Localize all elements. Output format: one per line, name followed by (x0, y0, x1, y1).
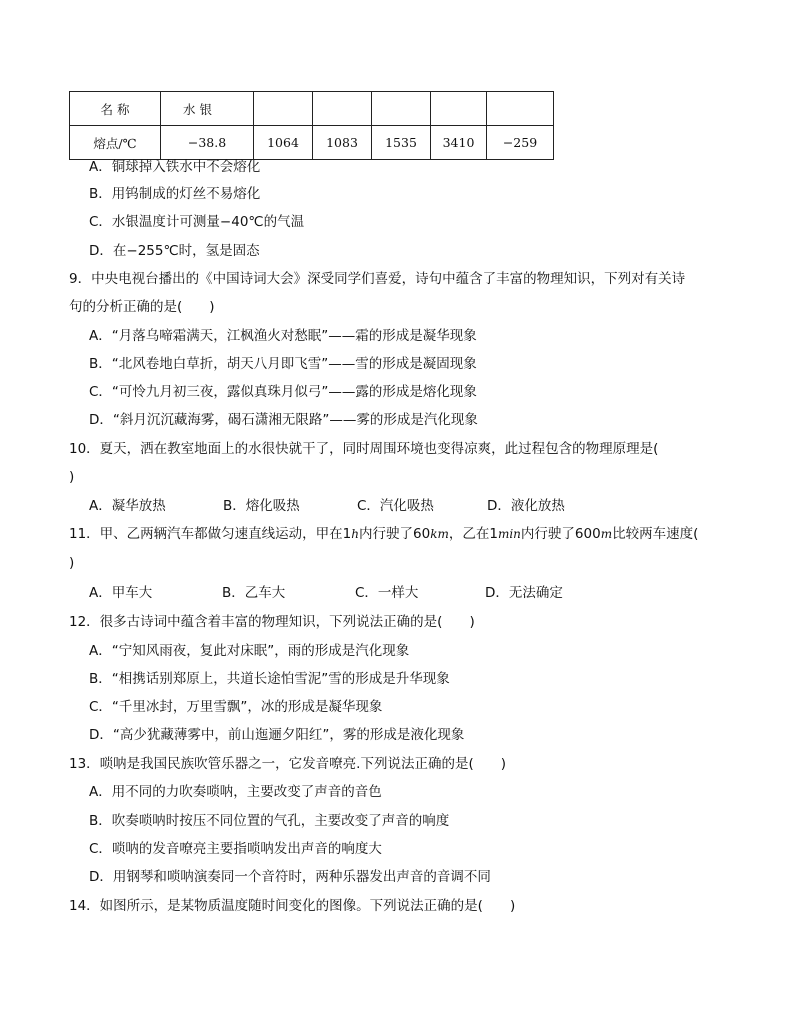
q11-unit: min (497, 527, 521, 541)
q11-text: 内行驶了600 (520, 526, 601, 542)
q12-option-b: B．“相携话别郑原上，共道长途怕雪泥”雪的形成是升华现象 (89, 671, 450, 687)
table-cell: 3410 (431, 126, 487, 160)
q11-unit: km (430, 527, 449, 541)
table-cell (372, 92, 431, 126)
q11-text: 内行驶了60 (359, 526, 431, 542)
table-cell: 熔点/℃ (70, 126, 161, 160)
q8-option-a: A．铜球掉入铁水中不会熔化 (89, 159, 261, 175)
q10-stem-cont: ) (69, 469, 75, 485)
table-row (70, 126, 554, 160)
q9-stem-cont: 句的分析正确的是( ) (69, 299, 215, 315)
q13-option-b: B．吹奏唢呐时按压不同位置的气孔，主要改变了声音的响度 (89, 813, 450, 829)
q8-option-b: B．用钨制成的灯丝不易熔化 (89, 186, 261, 202)
table-cell: −38.8 (161, 126, 254, 160)
table-cell (313, 92, 372, 126)
q10-option-b: B．熔化吸热 (223, 498, 300, 514)
q9-option-b: B．“北风卷地白草折，胡天八月即飞雪”——雪的形成是凝固现象 (89, 356, 477, 372)
q13-stem: 13．唢呐是我国民族吹管乐器之一，它发音嘹亮.下列说法正确的是( ) (69, 756, 507, 772)
q11-unit: h (351, 527, 360, 541)
table-cell: 1064 (254, 126, 313, 160)
table-cell: −259 (487, 126, 554, 160)
q11-unit: m (600, 527, 613, 541)
table-cell: 名 称 (70, 92, 161, 126)
q11-option-c: C．一样大 (355, 585, 419, 601)
table-cell: 1083 (313, 126, 372, 160)
q10-options (89, 496, 565, 516)
q8-option-d: D．在−255℃时，氢是固态 (89, 243, 260, 259)
q10-option-d: D．液化放热 (487, 498, 565, 514)
table-cell (487, 92, 554, 126)
table-cell: 水 银 (161, 92, 254, 126)
table-cell: 1535 (372, 126, 431, 160)
q12-option-d: D．“高少犹藏薄雾中，前山迤逦夕阳红”，雾的形成是液化现象 (89, 727, 465, 743)
q12-stem: 12．很多古诗词中蕴含着丰富的物理知识，下列说法正确的是( ) (69, 614, 475, 630)
q11-text: 11．甲、乙两辆汽车都做匀速直线运动，甲在1 (69, 526, 352, 542)
q9-option-d: D．“斜月沉沉藏海雾，碣石潇湘无限路”——雾的形成是汽化现象 (89, 412, 478, 428)
q11-option-d: D．无法确定 (485, 585, 563, 601)
q13-option-d: D．用钢琴和唢呐演奏同一个音符时，两种乐器发出声音的音调不同 (89, 869, 491, 885)
q11-options (89, 583, 563, 603)
q9-option-a: A．“月落乌啼霜满天，江枫渔火对愁眠”——霜的形成是凝华现象 (89, 328, 477, 344)
q11-text: ，乙在1 (448, 526, 498, 542)
table-cell (431, 92, 487, 126)
q12-option-a: A．“宁知风雨夜，复此对床眠”，雨的形成是汽化现象 (89, 643, 410, 659)
table-cell (254, 92, 313, 126)
melting-point-table (69, 91, 554, 160)
q11-stem-cont: ) (69, 555, 75, 571)
q11-option-a: A．甲车大 (89, 585, 153, 601)
q9-option-c: C．“可怜九月初三夜，露似真珠月似弓”——露的形成是熔化现象 (89, 384, 477, 400)
q9-stem: 9．中央电视台播出的《中国诗词大会》深受同学们喜爱，诗句中蕴含了丰富的物理知识，下列对有关诗 (69, 271, 686, 287)
q11-option-b: B．乙车大 (222, 585, 286, 601)
q14-stem: 14．如图所示，是某物质温度随时间变化的图像。下列说法正确的是( ) (69, 898, 516, 914)
q13-option-c: C．唢呐的发音嘹亮主要指唢呐发出声音的响度大 (89, 841, 382, 857)
q10-stem: 10．夏天，洒在教室地面上的水很快就干了，同时周围环境也变得凉爽，此过程包含的物理原理是( (69, 441, 659, 457)
table-row (70, 92, 554, 126)
q10-option-a: A．凝华放热 (89, 498, 166, 514)
q12-option-c: C．“千里冰封，万里雪飘”，冰的形成是凝华现象 (89, 699, 383, 715)
q10-option-c: C．汽化吸热 (357, 498, 434, 514)
q8-option-c: C．水银温度计可测量−40℃的气温 (89, 214, 305, 230)
q11-stem (69, 524, 698, 544)
q11-text: 比较两车速度( (612, 526, 699, 542)
q13-option-a: A．用不同的力吹奏唢呐，主要改变了声音的音色 (89, 784, 382, 800)
